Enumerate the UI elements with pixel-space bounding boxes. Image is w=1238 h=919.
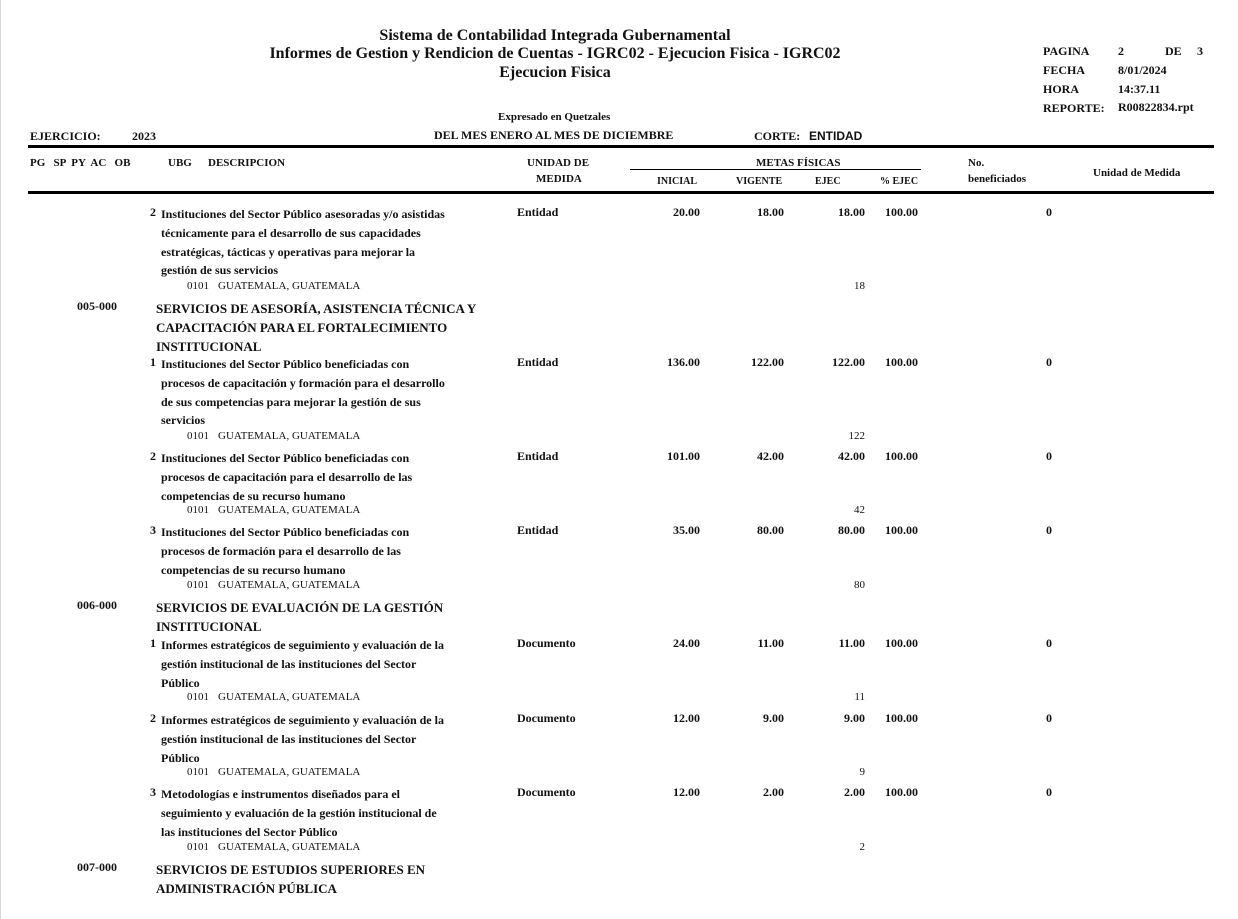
beneficiados: 0 [1046, 523, 1052, 537]
row-description [161, 711, 444, 767]
col-beneficiados-1: No. [968, 157, 985, 169]
description-line: Instituciones del Sector Público asesoradas y/o asistidas [161, 207, 445, 221]
reporte-value: R00822834.rpt [1118, 100, 1194, 114]
report-subtitle: Informes de Gestion y Rendicion de Cuentas - IGRC02 - Ejecucion Fisica - IGRC02 [269, 45, 841, 62]
col-vigente: VIGENTE [736, 176, 783, 187]
col-pct-ejec: % EJEC [880, 176, 919, 187]
description-line: Informes estratégicos de seguimiento y evaluación de la [161, 713, 444, 727]
ubg-code: 0101 [187, 504, 209, 516]
ubg-name: GUATEMALA, GUATEMALA [218, 280, 361, 292]
row-description [161, 636, 444, 692]
section-title [156, 598, 443, 636]
row-description [161, 523, 409, 579]
description-line: Público [161, 750, 200, 765]
description-line: de sus competencias para mejorar la gestión de sus [161, 394, 421, 409]
row-number: 1 [150, 355, 156, 369]
corte-value: ENTIDAD [809, 129, 863, 143]
section-code: 005-000 [77, 299, 117, 313]
col-unidad-2: MEDIDA [536, 173, 582, 185]
row-number: 2 [150, 205, 156, 219]
ubg-name: GUATEMALA, GUATEMALA [218, 766, 361, 778]
meta-inicial: 12.00 [673, 785, 700, 799]
section-code: 006-000 [77, 598, 117, 612]
section-title-line: INSTITUCIONAL [156, 339, 262, 354]
description-line: gestión de sus servicios [161, 263, 278, 278]
section-title-line: SERVICIOS DE EVALUACIÓN DE LA GESTIÓN [156, 600, 444, 615]
ubg-code: 0101 [187, 579, 209, 591]
meta-vigente: 11.00 [757, 636, 784, 650]
col-ubg: UBG [168, 157, 192, 169]
hora-label: HORA [1043, 82, 1079, 96]
ubg-ejec: 2 [859, 841, 865, 853]
description-line: procesos de capacitación para el desarrollo de las [161, 469, 413, 484]
description-line: técnicamente para el desarrollo de sus capacidades [161, 225, 421, 240]
pct-ejec: 100.00 [885, 636, 918, 650]
col-ejec: EJEC [815, 176, 841, 187]
description-line: Público [161, 675, 200, 690]
meta-vigente: 9.00 [763, 711, 784, 725]
description-line: Metodologías e instrumentos diseñados para el [161, 787, 401, 801]
section-title-line: SERVICIOS DE ESTUDIOS SUPERIORES EN [156, 862, 426, 877]
meta-inicial: 101.00 [667, 449, 700, 463]
col-codes: PG SP PY AC OB [30, 157, 131, 169]
de-label: DE [1165, 44, 1182, 58]
page-left-border [0, 0, 1, 919]
meta-inicial: 20.00 [673, 205, 700, 219]
description-line: servicios [161, 413, 205, 428]
row-description [161, 205, 445, 280]
section-title-line: ADMINISTRACIÓN PÚBLICA [156, 881, 337, 896]
pct-ejec: 100.00 [885, 205, 918, 219]
description-line: estratégicas, tácticas y operativas para mejorar la [161, 244, 416, 259]
row-number: 2 [150, 449, 156, 463]
description-line: competencias de su recurso humano [161, 488, 346, 503]
section-title [156, 299, 476, 356]
description-line: Instituciones del Sector Público beneficiadas con [161, 357, 410, 371]
col-unidad-1: UNIDAD DE [527, 157, 590, 169]
ubg-code: 0101 [187, 280, 209, 292]
description-line: Instituciones del Sector Público beneficiadas con [161, 525, 410, 539]
ejercicio-label: EJERCICIO: [30, 129, 101, 143]
col-inicial: INICIAL [657, 176, 698, 187]
ubg-ejec: 9 [859, 766, 865, 778]
meta-ejec: 9.00 [844, 711, 865, 725]
pagina-label: PAGINA [1043, 44, 1090, 58]
ubg-code: 0101 [187, 430, 209, 442]
fecha-value: 8/01/2024 [1118, 63, 1167, 77]
unidad-medida: Documento [517, 711, 576, 725]
beneficiados: 0 [1046, 711, 1052, 725]
ubg-ejec: 122 [848, 430, 865, 442]
ubg-name: GUATEMALA, GUATEMALA [218, 430, 361, 442]
meta-ejec: 11.00 [838, 636, 865, 650]
pct-ejec: 100.00 [885, 523, 918, 537]
ubg-name: GUATEMALA, GUATEMALA [218, 841, 361, 853]
description-line: Instituciones del Sector Público beneficiadas con [161, 451, 410, 465]
section-title [156, 860, 425, 898]
col-metas: METAS FÍSICAS [756, 157, 841, 169]
ubg-code: 0101 [187, 841, 209, 853]
unidad-medida: Entidad [517, 355, 559, 369]
beneficiados: 0 [1046, 355, 1052, 369]
ubg-ejec: 80 [854, 579, 865, 591]
row-number: 2 [150, 711, 156, 725]
row-number: 1 [150, 636, 156, 650]
beneficiados: 0 [1046, 205, 1052, 219]
meta-inicial: 12.00 [673, 711, 700, 725]
description-line: las instituciones del Sector Público [161, 824, 338, 839]
reporte-label: REPORTE: [1043, 101, 1105, 115]
meta-vigente: 2.00 [763, 785, 784, 799]
section-title-line: CAPACITACIÓN PARA EL FORTALECIMIENTO [156, 320, 448, 335]
description-line: competencias de su recurso humano [161, 562, 346, 577]
meta-vigente: 42.00 [757, 449, 784, 463]
col-unidad-medida: Unidad de Medida [1093, 167, 1181, 179]
meta-inicial: 136.00 [667, 355, 700, 369]
col-descripcion: DESCRIPCION [208, 157, 286, 169]
col-beneficiados-2: beneficiados [968, 173, 1027, 185]
beneficiados: 0 [1046, 785, 1052, 799]
pct-ejec: 100.00 [885, 355, 918, 369]
description-line: procesos de formación para el desarrollo de las [161, 543, 401, 558]
row-description [161, 785, 437, 841]
report-title: Sistema de Contabilidad Integrada Gubernamental [379, 27, 731, 44]
unidad-medida: Entidad [517, 449, 559, 463]
ubg-ejec: 18 [854, 280, 865, 292]
row-number: 3 [150, 785, 156, 799]
ubg-name: GUATEMALA, GUATEMALA [218, 691, 361, 703]
ejercicio-value: 2023 [132, 129, 156, 143]
section-title-line: SERVICIOS DE ASESORÍA, ASISTENCIA TÉCNICA Y [156, 301, 477, 316]
pagina-value: 2 [1118, 44, 1124, 58]
ubg-ejec: 11 [854, 691, 865, 703]
beneficiados: 0 [1046, 636, 1052, 650]
metas-underline [630, 169, 921, 170]
meta-vigente: 80.00 [757, 523, 784, 537]
pct-ejec: 100.00 [885, 449, 918, 463]
de-value: 3 [1197, 44, 1203, 58]
header-top-rule [28, 145, 1214, 148]
header-bottom-rule [28, 191, 1214, 194]
section-title-line: INSTITUCIONAL [156, 619, 262, 634]
meta-ejec: 122.00 [832, 355, 865, 369]
description-line: seguimiento y evaluación de la gestión institucional de [161, 805, 437, 820]
pct-ejec: 100.00 [885, 785, 918, 799]
unidad-medida: Entidad [517, 205, 559, 219]
description-line: gestión institucional de las instituciones del Sector [161, 656, 417, 671]
meta-inicial: 35.00 [673, 523, 700, 537]
fecha-label: FECHA [1043, 63, 1085, 77]
row-description [161, 355, 445, 430]
row-number: 3 [150, 523, 156, 537]
report-type: Ejecucion Fisica [499, 64, 611, 81]
unidad-medida: Documento [517, 785, 576, 799]
description-line: gestión institucional de las instituciones del Sector [161, 731, 417, 746]
meta-vigente: 18.00 [757, 205, 784, 219]
expresado-text: Expresado en Quetzales [498, 111, 611, 123]
row-description [161, 449, 412, 505]
description-line: procesos de capacitación y formación para el desarrollo [161, 375, 445, 390]
meta-ejec: 80.00 [838, 523, 865, 537]
meta-ejec: 18.00 [838, 205, 865, 219]
ubg-ejec: 42 [854, 504, 865, 516]
unidad-medida: Documento [517, 636, 576, 650]
meta-vigente: 122.00 [751, 355, 784, 369]
meta-ejec: 2.00 [844, 785, 865, 799]
ubg-name: GUATEMALA, GUATEMALA [218, 504, 361, 516]
meta-inicial: 24.00 [673, 636, 700, 650]
ubg-code: 0101 [187, 766, 209, 778]
beneficiados: 0 [1046, 449, 1052, 463]
pct-ejec: 100.00 [885, 711, 918, 725]
ubg-name: GUATEMALA, GUATEMALA [218, 579, 361, 591]
meta-ejec: 42.00 [838, 449, 865, 463]
ubg-code: 0101 [187, 691, 209, 703]
section-code: 007-000 [77, 860, 117, 874]
hora-value: 14:37.11 [1118, 82, 1161, 96]
unidad-medida: Entidad [517, 523, 559, 537]
periodo-text: DEL MES ENERO AL MES DE DICIEMBRE [434, 128, 674, 142]
description-line: Informes estratégicos de seguimiento y evaluación de la [161, 638, 444, 652]
corte-label: CORTE: [754, 129, 801, 143]
